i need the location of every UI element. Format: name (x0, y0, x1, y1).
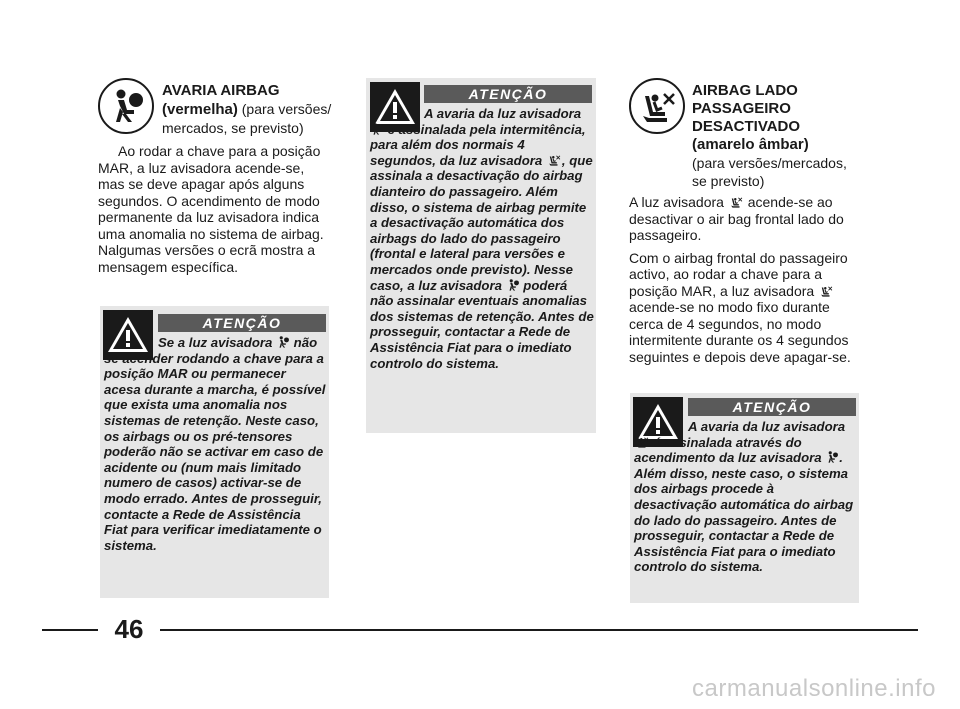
page-number: 46 (114, 614, 144, 644)
airbag-lamp-icon (98, 78, 154, 134)
heading-note-2: mercados, se previsto) (162, 120, 304, 136)
heading-color: (vermelha) (162, 101, 238, 118)
warning-text: A avaria da luz avisadora é assinalada pela intermitência, para além dos normais 4 segundos, da luz avisadora , que assinala a desactivação do airbag dianteiro do passageiro. Além disso, o sistema de airbag permite a desactivação automática dos airbags do lado do passageiro (frontal e lateral para versões e mercados onde previsto). Nesse caso, a luz avisadora poderá não assinalar eventuais anomalias dos sistemas de retenção. Antes de prosseguir, contactar a Rede de Assistência Fiat para o imediato controlo do sistema. (370, 106, 594, 371)
airbag-icon (276, 335, 290, 349)
warning-box-left (100, 306, 329, 598)
passenger-airbag-heading (692, 82, 867, 190)
passenger-airbag-body (629, 194, 859, 371)
passenger-airbag-off-icon (546, 153, 562, 167)
heading-note-2: se previsto) (692, 173, 765, 189)
passenger-airbag-off-icon (634, 435, 650, 449)
heading-line-3: DESACTIVADO (692, 118, 801, 135)
heading-line-2: PASSAGEIRO (692, 100, 791, 117)
heading-line-1: AIRBAG LADO (692, 82, 798, 99)
passenger-airbag-off-icon (728, 195, 744, 209)
warning-box-middle (366, 78, 596, 433)
warning-title: ATENÇÃO (424, 85, 592, 103)
airbag-fault-heading (162, 82, 337, 137)
heading-title: AVARIA AIRBAG (162, 82, 280, 99)
warning-text: Se a luz avisadora não se acender rodando a chave para a posição MAR ou permanecer acesa durante a marcha, é possível que exista uma anomalia nos sistemas de retenção. Neste caso, os airbags ou os pré-tensores poderão não se activar em caso de acidente ou (num mais limitado numero de casos) activar-se de modo errado. Antes de prosseguir, contacte a Rede de Assistência Fiat para verificar imediatamente o sistema. (104, 335, 326, 553)
page-rule-left (42, 629, 98, 631)
warning-title: ATENÇÃO (688, 398, 856, 416)
body-paragraph-1: A luz avisadora acende-se ao desactivar o air bag frontal lado do passageiro. (629, 194, 844, 243)
warning-text: A avaria da luz avisadora é assinalada através do acendimento da luz avisadora . Além disso, neste caso, o sistema dos airbags procede à desactivação automática do airbag do lado do passageiro. Antes de prosseguir, contactar a Rede de Assistência Fiat para o imediato controlo do sistema. (634, 419, 854, 575)
page-rule-right (160, 629, 918, 631)
airbag-icon (370, 122, 384, 136)
heading-note: (para versões/mercados, (692, 155, 847, 171)
passenger-airbag-off-icon (818, 284, 834, 298)
watermark: carmanualsonline.info (692, 675, 936, 702)
heading-color: (amarelo âmbar) (692, 136, 809, 153)
warning-title: ATENÇÃO (158, 314, 326, 332)
body-paragraph: Ao rodar a chave para a posição MAR, a luz avisadora acende-se, mas se deve apagar após alguns segundos. O acendimento de modo permanente da luz avisadora indica uma anomalia no sistema de airbag. Nalgumas versões o ecrã mostra a mensagem específica. (98, 143, 324, 275)
heading-note: (para versões/ (237, 101, 332, 117)
airbag-fault-body (98, 143, 330, 281)
warning-box-right (630, 393, 859, 603)
airbag-icon (825, 450, 839, 464)
airbag-icon (506, 278, 520, 292)
body-paragraph-2: Com o airbag frontal do passageiro activo, ao rodar a chave para a posição MAR, a luz avisadora acende-se no modo fixo durante cerca de 4 segundos, no modo intermitente durante os 4 segundos seguintes e depois deve apagar-se. (629, 249, 851, 365)
passenger-airbag-off-lamp-icon (629, 78, 685, 134)
